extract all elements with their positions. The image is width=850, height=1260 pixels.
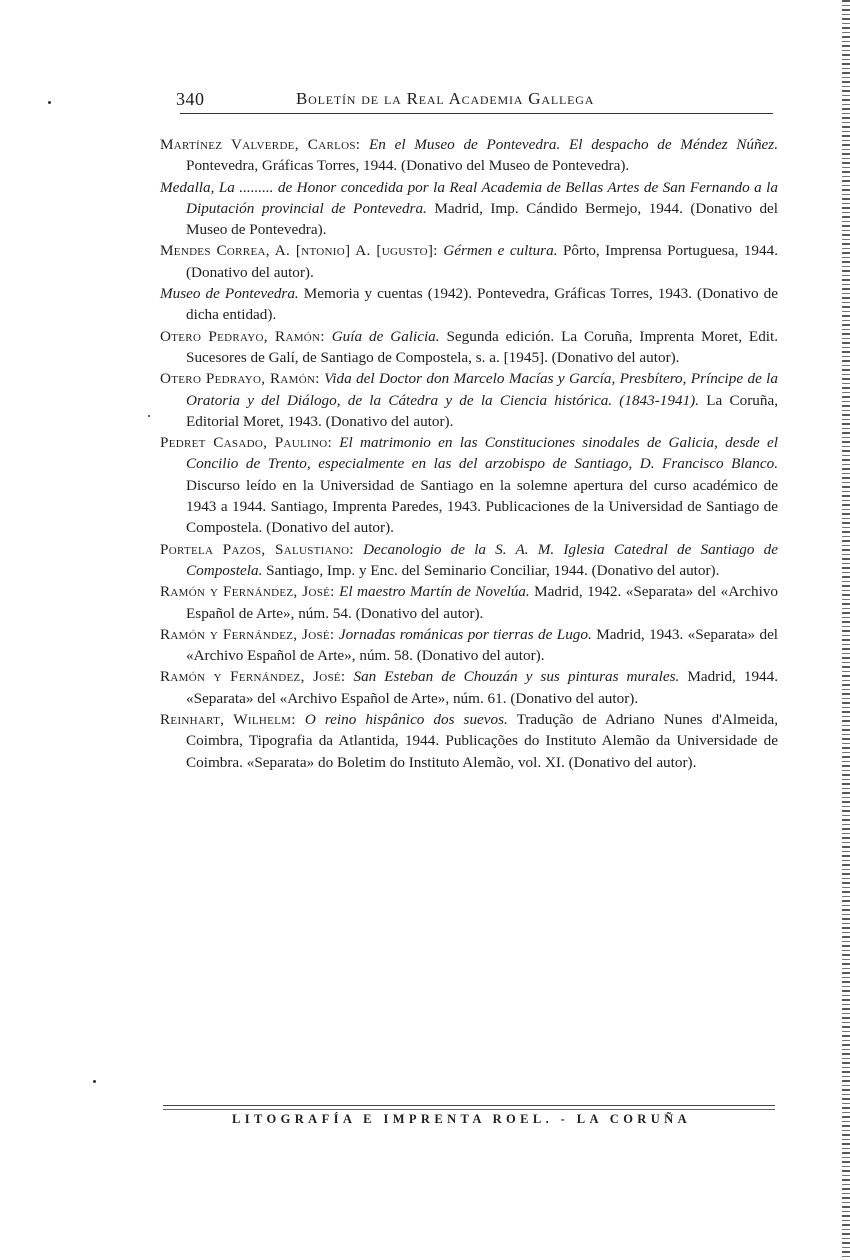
entry-title: Gérmen e cultura. [443, 242, 558, 260]
entry-author: Ramón y Fernández, José: [160, 625, 335, 643]
entry-author: Reinhart, Wilhelm: [160, 711, 296, 729]
entry-details: Santiago, Imp. y Enc. del Seminario Conciliar, 1944. (Donativo del autor). [266, 561, 720, 579]
bibliography-entry [160, 240, 778, 283]
header-rule [180, 113, 773, 114]
bibliography-entry [160, 326, 778, 369]
entry-author: Otero Pedrayo, Ramón: [160, 370, 320, 388]
entry-author: Mendes Correa, A. [ntonio] A. [ugusto]: [160, 242, 438, 260]
entry-details: Pôrto, Imprensa Portuguesa, 1944. (Donativo del autor). [186, 242, 778, 281]
entry-title: El maestro Martín de Novelúa. [339, 583, 530, 601]
entry-details: Madrid, 1944. «Separata» del «Archivo Español de Arte», núm. 61. (Donativo del autor). [186, 668, 779, 707]
footer-rule [163, 1105, 775, 1106]
entry-title: Guía de Galicia. [331, 327, 440, 345]
entry-title: Medalla, La ......... de Honor concedida por la Real Academia de Bellas Artes de San Fernando a la Diputación provincial de Pontevedra. [160, 178, 778, 217]
entry-author: Otero Pedrayo, Ramón: [160, 327, 325, 345]
running-head: Boletín de la Real Academia Gallega [296, 89, 595, 108]
bibliography-entry [160, 666, 778, 709]
scan-speck [148, 415, 150, 417]
bibliography-entry [160, 581, 778, 624]
entry-author: Martínez Valverde, Carlos: [160, 136, 361, 153]
entry-title: O reino hispânico dos suevos. [304, 711, 508, 729]
entry-title: Jornadas románicas por tierras de Lugo. [338, 625, 592, 643]
scan-speck [48, 101, 51, 104]
page-number: 340 [176, 89, 205, 109]
printer-imprint: LITOGRAFÍA E IMPRENTA ROEL. - LA CORUÑA [232, 1112, 692, 1126]
entry-details: Segunda edición. La Coruña, Imprenta Moret, Edit. Sucesores de Galí, de Santiago de Compostela, s. a. [1945]. (Donativo del autor). [186, 327, 779, 366]
entry-author: Ramón y Fernández, José: [160, 668, 346, 686]
bibliography-entry [160, 177, 778, 241]
entry-title: San Esteban de Chouzán y sus pinturas murales. [353, 668, 680, 686]
entry-details: Pontevedra, Gráficas Torres, 1944. (Donativo del Museo de Pontevedra). [186, 157, 630, 175]
entry-details: Madrid, 1942. «Separata» del «Archivo Español de Arte», núm. 54. (Donativo del autor). [186, 583, 779, 622]
entry-details: Discurso leído en la Universidad de Santiago en la solemne apertura del curso académico de 1943 a 1944. Santiago, Imprenta Paredes, 1943. Publicaciones de la Universidad de Santiago de Compostela. (Donativo del autor). [186, 476, 778, 537]
bibliography-list [160, 134, 778, 773]
bibliography-entry [160, 432, 778, 538]
bibliography-entry [160, 624, 778, 667]
bibliography-entry [160, 368, 778, 432]
entry-details: Madrid, 1943. «Separata» del «Archivo Español de Arte», núm. 58. (Donativo del autor). [186, 625, 779, 665]
entry-title: En el Museo de Pontevedra. El despacho de Méndez Núñez. [369, 136, 778, 153]
scan-speck [93, 1080, 96, 1083]
entry-title: Museo de Pontevedra. [160, 285, 299, 303]
footer-rule-secondary [163, 1109, 775, 1110]
bibliography-entry [160, 134, 778, 177]
bibliography-entry [160, 283, 778, 326]
entry-details: Madrid, Imp. Cándido Bermejo, 1944. (Donativo del Museo de Pontevedra). [186, 199, 779, 239]
bibliography-entry [160, 709, 778, 773]
entry-details: Memoria y cuentas (1942). Pontevedra, Gráficas Torres, 1943. (Donativo de dicha entidad). [186, 285, 778, 324]
bibliography-entry [160, 539, 778, 582]
entry-author: Portela Pazos, Salustiano: [160, 540, 354, 558]
scan-edge-artifact [842, 0, 850, 1260]
entry-details: La Coruña, Editorial Moret, 1943. (Donativo del autor). [186, 391, 778, 430]
entry-author: Pedret Casado, Paulino: [160, 434, 332, 452]
entry-author: Ramón y Fernández, José: [160, 583, 335, 601]
entry-title: Vida del Doctor don Marcelo Macías y García, Presbítero, Príncipe de la Oratoria y del Diálogo, de la Cátedra y de la Ciencia histórica. (1843-1941). [186, 370, 778, 409]
entry-title: El matrimonio en las Constituciones sinodales de Galicia, desde el Concilio de Trento, especialmente en las del arzobispo de Santiago, D. Francisco Blanco. [186, 434, 778, 473]
entry-title: Decanologio de la S. A. M. Iglesia Catedral de Santiago de Compostela. [186, 540, 779, 579]
entry-details: Tradução de Adriano Nunes d'Almeida, Coimbra, Tipografia da Atlantida, 1944. Publicações do Instituto Alemão da Universidade de Coimbra. «Separata» do Boletim do Instituto Alemão, vol. XI. (Donativo del autor). [186, 711, 778, 771]
